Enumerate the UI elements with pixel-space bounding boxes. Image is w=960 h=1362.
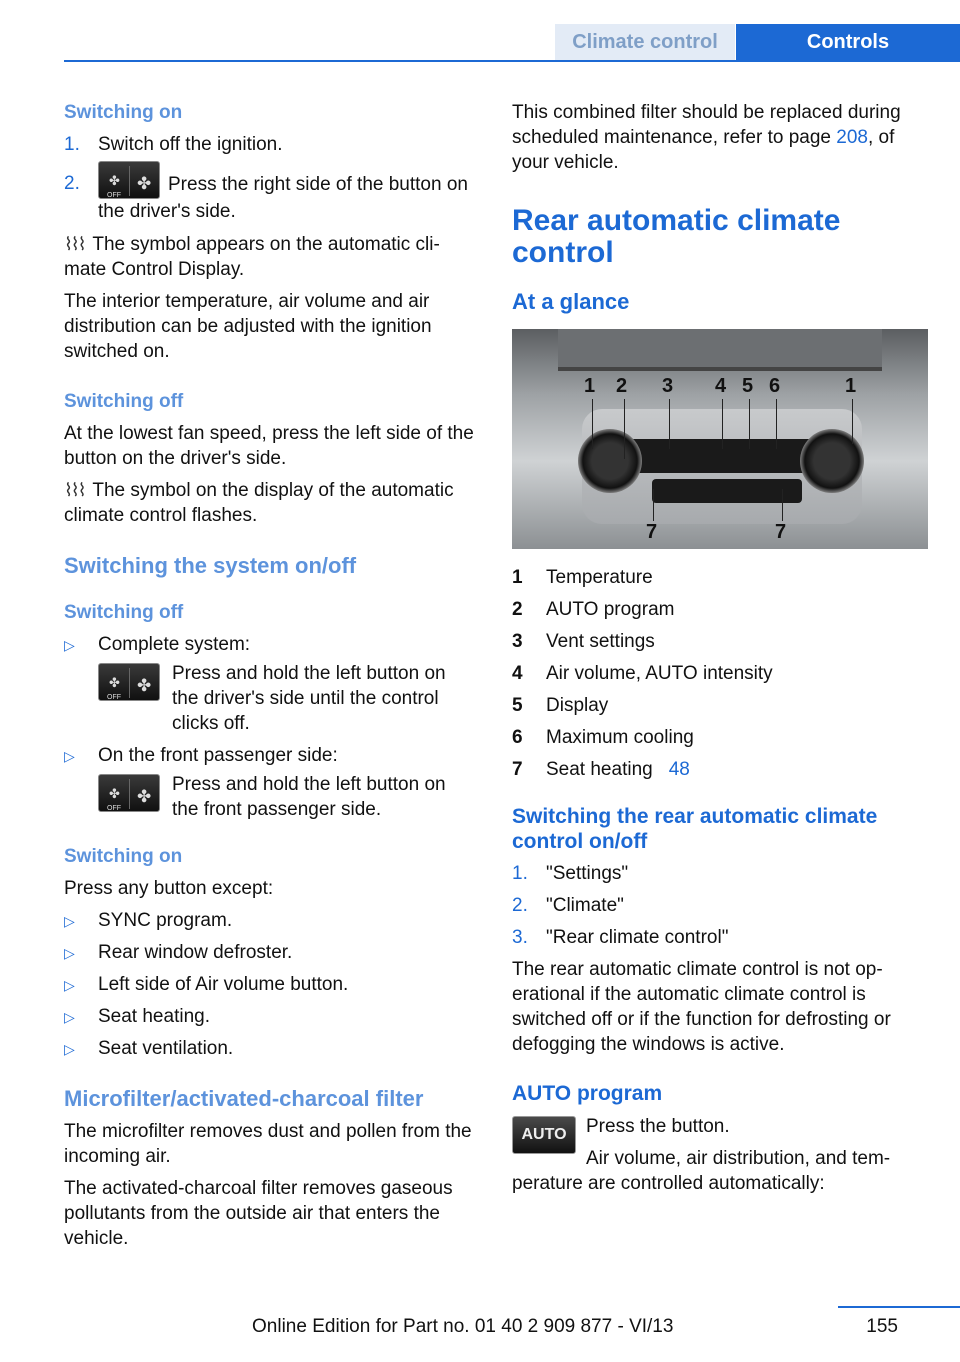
switch-off-list bbox=[64, 632, 476, 822]
list-item: 3. "Rear climate control" bbox=[512, 927, 729, 948]
rear-climate-heading: Rear automatic climate control bbox=[512, 204, 841, 269]
interior-text: The interior temperature, air volume and air distribution can be adjusted with the ignition switched on. bbox=[64, 291, 432, 362]
legend-list bbox=[512, 565, 932, 782]
auto-desc-text: Air volume, air distribution, and tem‐perature are controlled automatically: bbox=[512, 1148, 891, 1194]
legend-row: 4 Air volume, AUTO intensity bbox=[512, 663, 773, 684]
edition-text: Online Edition for Part no. 01 40 2 909 877 - VI/13 bbox=[252, 1316, 674, 1337]
air-vent bbox=[558, 329, 882, 371]
header-chapter-tab: Controls bbox=[736, 24, 960, 60]
list-item: ▷ SYNC program. bbox=[64, 910, 233, 931]
system-onoff-heading: Switching the system on/off bbox=[64, 553, 357, 578]
list-item: 2. "Climate" bbox=[512, 895, 624, 916]
switching-off-text: At the lowest fan speed, press the left side of the button on the driver's side. bbox=[64, 423, 474, 469]
auto-block bbox=[512, 1114, 932, 1143]
page-number: 155 bbox=[866, 1316, 898, 1337]
list-item: 2. ✤ OFF ✤ Press the right side of the button on the driver's side. bbox=[64, 171, 476, 224]
at-a-glance-heading: At a glance bbox=[512, 289, 630, 314]
list-item: 1. Switch off the ignition. bbox=[64, 134, 283, 155]
auto-program-heading: AUTO program bbox=[512, 1082, 663, 1105]
rear-window-heat-icon: ⌇⌇⌇ bbox=[64, 480, 85, 500]
callout-label: 6 bbox=[769, 375, 781, 397]
filter-heading: Microfilter/activated-charcoal filter bbox=[64, 1086, 424, 1111]
callout-label: 7 bbox=[775, 521, 787, 543]
list-item: ▷ Complete system: ✤ OFF ✤ Press and hold the left button on the driver's side until the control clicks off. bbox=[64, 634, 446, 734]
switching-off-heading: Switching off bbox=[64, 391, 184, 412]
legend-row: 7 Seat heating 48 bbox=[512, 759, 690, 780]
list-item: ▷ Rear window defroster. bbox=[64, 942, 293, 963]
system-off-heading: Switching off bbox=[64, 602, 184, 623]
list-item: 1. "Settings" bbox=[512, 863, 629, 884]
list-item: ▷ Seat ventilation. bbox=[64, 1038, 234, 1059]
press-any-text: Press any button except: bbox=[64, 878, 274, 899]
system-on-heading: Switching on bbox=[64, 846, 183, 867]
footer-rule bbox=[838, 1306, 960, 1308]
seat-button-strip bbox=[652, 479, 802, 503]
symbol-appears-text: ⌇⌇⌇ The symbol appears on the automatic cli‐mate Control Display. bbox=[64, 234, 440, 280]
rear-onoff-heading: Switching the rear automatic climate control on/off bbox=[512, 805, 878, 853]
callout-label: 4 bbox=[715, 375, 727, 397]
fan-off-button-icon: ✤ OFF ✤ bbox=[98, 161, 160, 199]
filter-p1: The microfilter removes dust and pollen from the incoming air. bbox=[64, 1121, 472, 1167]
auto-press-text: Press the button. bbox=[586, 1116, 730, 1137]
symbol-flashes-text: ⌇⌇⌇ The symbol on the display of the automatic climate control flashes. bbox=[64, 480, 454, 526]
fan-off-button-icon: ✤ OFF ✤ bbox=[98, 663, 160, 701]
header-rule bbox=[64, 60, 960, 62]
legend-row: 6 Maximum cooling bbox=[512, 727, 694, 748]
left-column bbox=[64, 100, 476, 1251]
list-item: ▷ On the front passenger side: ✤ OFF ✤ Press and hold the left button on the front passenger side. bbox=[64, 745, 446, 820]
header-section-tab: Climate control bbox=[555, 24, 735, 60]
rear-steps bbox=[512, 861, 932, 950]
switch-on-steps bbox=[64, 132, 476, 224]
callout-label: 7 bbox=[646, 521, 658, 543]
callout-label: 3 bbox=[662, 375, 674, 397]
rear-note: The rear automatic climate control is not op‐erational if the automatic climate control is switched off or if the function for defrosting or defogging the windows is active. bbox=[512, 959, 891, 1055]
except-list bbox=[64, 908, 476, 1061]
list-item: ▷ Left side of Air volume button. bbox=[64, 974, 349, 995]
switching-on-heading: Switching on bbox=[64, 102, 183, 123]
legend-row: 5 Display bbox=[512, 695, 609, 716]
rear-window-heat-icon: ⌇⌇⌇ bbox=[64, 234, 85, 254]
callout-label: 1 bbox=[584, 375, 596, 397]
callout-label: 2 bbox=[616, 375, 628, 397]
legend-row: 2 AUTO program bbox=[512, 599, 675, 620]
temperature-knob-left bbox=[578, 429, 642, 493]
temperature-knob-right bbox=[800, 429, 864, 493]
list-item: ▷ Seat heating. bbox=[64, 1006, 210, 1027]
callout-label: 1 bbox=[845, 375, 857, 397]
auto-button-icon: AUTO bbox=[512, 1116, 576, 1154]
page-ref-link[interactable]: 48 bbox=[668, 759, 690, 780]
legend-row: 1 Temperature bbox=[512, 567, 653, 588]
filter-p2: The activated-charcoal filter removes gaseous pollutants from the outside air that enters the vehicle. bbox=[64, 1178, 453, 1249]
combined-filter-text: This combined filter should be replaced during scheduled maintenance, refer to page 208, of your vehicle. bbox=[512, 102, 901, 173]
callout-label: 5 bbox=[742, 375, 754, 397]
page-ref-link[interactable]: 208 bbox=[836, 127, 868, 148]
rear-control-photo bbox=[512, 329, 928, 549]
right-column bbox=[512, 100, 932, 1196]
fan-off-button-icon: ✤ OFF ✤ bbox=[98, 774, 160, 812]
legend-row: 3 Vent settings bbox=[512, 631, 655, 652]
